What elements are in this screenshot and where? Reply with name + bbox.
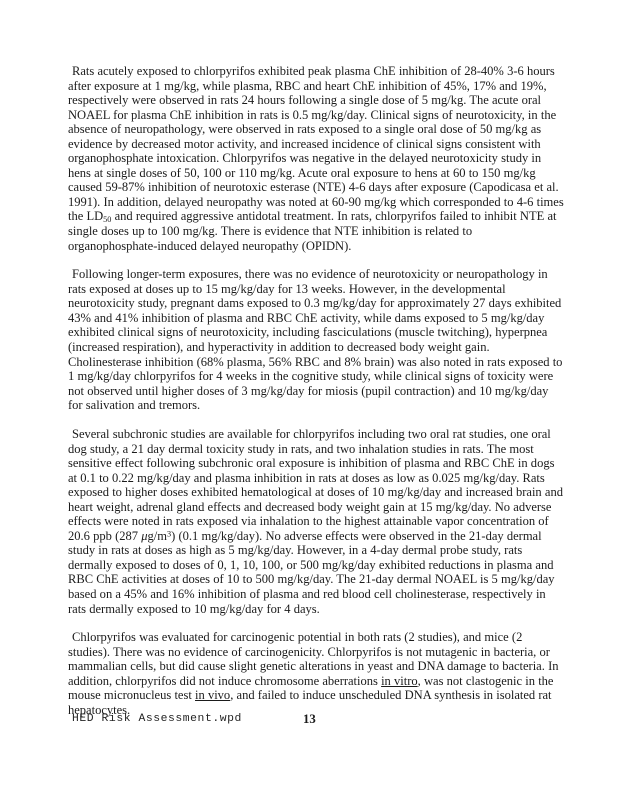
page-number: 13	[303, 712, 316, 726]
paragraph-subchronic-studies: Several subchronic studies are available for chlorpyrifos including two oral rat studies, one oral dog study, a 21 day dermal toxicity study in rats, and two inhalation studies in rats. The most sensitive effect following subchronic oral exposure is inhibition of plasma and RBC ChE in dogs at 0.1 to 0.22 mg/kg/day and plasma inhibition in rats at doses as low as 0.025 mg/kg/day. Rats exposed to higher doses exhibited hematological at doses of 10 mg/kg/day and increased brain and heart weight, adrenal gland effects and decreased body weight gain at 15 mg/kg/day. No adverse effects were noted in rats exposed via inhalation to the highest attainable vapor concentration of 20.6 ppb (287 $\mu g/m^3$) (0.1 mg/kg/day). No adverse effects were observed in the 21-day dermal study in rats at doses as high as 5 mg/kg/day. However, in a 4-day dermal probe study, rats dermally exposed to doses of 0, 1, 10, 100, or 500 mg/kg/day exhibited reductions in plasma and RBC ChE activities at doses of 10 to 500 mg/kg/day. The 21-day dermal NOAEL is 5 mg/kg/day based on a 45% and 16% inhibition of plasma and red blood cell cholinesterase, respectively in rats dermally exposed to 10 mg/kg/day for 4 days.	[68, 426, 563, 616]
paragraph-acute-toxicity: Rats acutely exposed to chlorpyrifos exhibited peak plasma ChE inhibition of 28-40% 3-6 hours after exposure at 1 mg/kg, while plasma, RBC and heart ChE inhibition of 45%, 17% and 19%, respectively were observed in rats 24 hours following a single dose of 5 mg/kg. The acute oral NOAEL for plasma ChE inhibition in rats is 0.5 mg/kg/day. Clinical signs of neurotoxicity, in the absence of neuropathology, were observed in rats exposed to a single oral dose of 50 mg/kg as evidence by decreased motor activity, and increased incidence of clinical signs consistent with organophosphate intoxication. Chlorpyrifos was negative in the delayed neurotoxicity study in hens at single doses of 50, 100 or 110 mg/kg. Acute oral exposure to hens at 60 to 150 mg/kg caused 59-87% inhibition of neurotoxic esterase (NTE) 4-6 days after exposure (Capodicasa et al. 1991). In addition, delayed neuropathy was noted at 60-90 mg/kg which corresponded to 4-6 times the $LD_{50}$ and required aggressive antidotal treatment. In rats, chlorpyrifos failed to inhibit NTE at single doses up to 100 mg/kg. There is evidence that NTE inhibition is related to organophosphate-induced delayed neuropathy (OPIDN).	[68, 64, 564, 253]
page-footer	[0, 712, 631, 736]
paragraph-carcinogenicity-mutagenicity: Chlorpyrifos was evaluated for carcinogenic potential in both rats (2 studies), and mice (2 studies). There was no evidence of carcinogenicity. Chlorpyrifos is not mutagenic in bacteria, or mammalian cells, but did cause slight genetic alterations in yeast and DNA damage to bacteria. In addition, chlorpyrifos did not induce chromosome aberrations in vitro, was not clastogenic in the mouse micronucleus test in vivo, and failed to induce unscheduled DNA synthesis in isolated rat hepatocytes.	[68, 630, 559, 717]
paragraph-longer-term-neurotoxicity: Following longer-term exposures, there was no evidence of neurotoxicity or neuropathology in rats exposed at doses up to 15 mg/kg/day for 13 weeks. However, in the developmental neurotoxicity study, pregnant dams exposed to 0.3 mg/kg/day for approximately 27 days exhibited 43% and 41% inhibition of plasma and RBC ChE activity, while dams exposed to 5 mg/kg/day exhibited clinical signs of neurotoxicity, including fasciculations (muscle twitching), hyperpnea (increased respiration), and hyperactivity in addition to decreased body weight gain. Cholinesterase inhibition (68% plasma, 56% RBC and 8% brain) was also noted in rats exposed to 1 mg/kg/day chlorpyrifos for 4 weeks in the cognitive study, while clinical signs of toxicity were not observed until higher doses of 3 mg/kg/day for miosis (pupil contraction) and 10 mg/kg/day for salivation and tremors.	[68, 267, 563, 413]
document-body	[68, 64, 564, 718]
footer-filename: HED Risk Assessment.wpd	[72, 713, 242, 725]
